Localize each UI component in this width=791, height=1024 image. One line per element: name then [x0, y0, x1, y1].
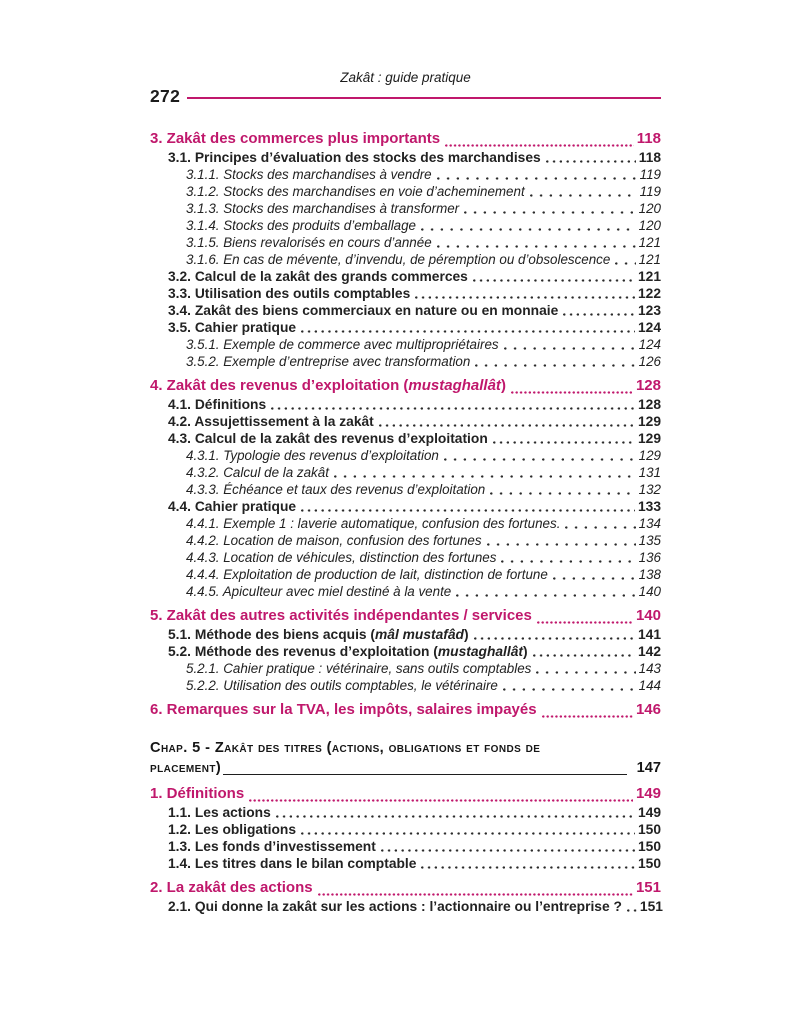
toc-entry: [150, 660, 661, 677]
dot-leader: [627, 909, 637, 912]
toc-entry: [150, 626, 661, 643]
dot-leader: [537, 621, 633, 624]
dot-leader: [334, 475, 636, 478]
dot-leader: [493, 441, 635, 444]
toc-entry-label: 4.3.3. Échéance et taux des revenus d’exploitation: [186, 482, 486, 497]
toc-page-number: 150: [637, 856, 661, 871]
toc-entry-label: 3.4. Zakât des biens commerciaux en nature ou en monnaie: [168, 303, 559, 318]
toc-entry-label: 5.2. Méthode des revenus d’exploitation (mustaghallât): [168, 644, 528, 659]
toc-entry-label: 1.3. Les fonds d’investissement: [168, 839, 376, 854]
dot-leader: [415, 296, 635, 299]
toc-page-number: 132: [638, 482, 661, 497]
dot-leader: [381, 849, 635, 852]
toc-entry: [150, 234, 661, 251]
toc-page-number: 118: [636, 130, 661, 147]
toc-entry-label: 3.2. Calcul de la zakât des grands commerces: [168, 269, 468, 284]
toc-entry-label: 3.1.1. Stocks des marchandises à vendre: [186, 167, 432, 182]
toc-entry: [150, 498, 661, 515]
toc-entry: [150, 376, 661, 396]
dot-leader: [473, 279, 635, 282]
toc-entry-label: 3.1.2. Stocks des marchandises en voie d’acheminement: [186, 184, 525, 199]
toc-entry-label: 4.4. Cahier pratique: [168, 499, 297, 514]
toc-entry-label: 3.1.3. Stocks des marchandises à transformer: [186, 201, 460, 216]
toc-page-number: 141: [637, 627, 661, 642]
toc-entry: [150, 302, 661, 319]
underscore-leader: [223, 774, 627, 775]
dot-leader: [421, 866, 635, 869]
dot-leader: [563, 313, 635, 316]
toc-page-number: 123: [637, 303, 661, 318]
dot-leader: [533, 654, 635, 657]
toc-entry: [150, 700, 661, 720]
toc-page-number: 129: [637, 431, 661, 446]
toc-entry-label: 4.2. Assujettissement à la zakât: [168, 414, 374, 429]
toc-page-number: 119: [639, 184, 661, 199]
toc-entry-label: 6. Remarques sur la TVA, les impôts, salaires impayés: [150, 701, 537, 718]
toc-entry-label: 3.1.5. Biens revalorisés en cours d’année: [186, 235, 432, 250]
dot-leader: [542, 715, 633, 718]
toc-page-number: 126: [638, 354, 661, 369]
toc-entry-label: 1.1. Les actions: [168, 805, 271, 820]
toc-entry-label: 3.5.1. Exemple de commerce avec multipropriétaires: [186, 337, 499, 352]
toc-entry-label: 3.5.2. Exemple d’entreprise avec transformation: [186, 354, 471, 369]
toc-entry-label: 4.3. Calcul de la zakât des revenus d’exploitation: [168, 431, 488, 446]
toc-entry: [150, 606, 661, 626]
toc-entry: [150, 319, 661, 336]
chapter-page-number: 147: [636, 760, 661, 776]
toc-section-chap5: [150, 784, 661, 915]
toc-entry: [150, 677, 661, 694]
toc-page-number: 129: [637, 414, 661, 429]
toc-page-number: 138: [638, 567, 661, 582]
toc-entry-label: 2.1. Qui donne la zakât sur les actions : l’actionnaire ou l’entreprise ?: [168, 899, 622, 914]
toc-entry-label: 1.4. Les titres dans le bilan comptable: [168, 856, 417, 871]
toc-entry: [150, 336, 661, 353]
toc-entry-label: 4.4.5. Apiculteur avec miel destiné à la vente: [186, 584, 452, 599]
toc-entry-label: 4.3.1. Typologie des revenus d’exploitation: [186, 448, 439, 463]
toc-page-number: 143: [638, 661, 661, 676]
toc-entry-label: 4.1. Définitions: [168, 397, 267, 412]
toc-entry-label: 4.4.3. Location de véhicules, distinction des fortunes: [186, 550, 497, 565]
toc-entry: [150, 251, 661, 268]
dot-leader: [301, 330, 635, 333]
toc-entry: [150, 878, 661, 898]
toc-page-number: 120: [638, 218, 661, 233]
toc-entry: [150, 149, 661, 166]
toc-entry: [150, 898, 661, 915]
toc-entry-label: 2. La zakât des actions: [150, 879, 313, 896]
running-header: [150, 70, 661, 107]
toc-entry: [150, 549, 661, 566]
toc-entry: [150, 566, 661, 583]
toc-page-number: 150: [637, 839, 661, 854]
toc-entry-label: 3.1.4. Stocks des produits d’emballage: [186, 218, 417, 233]
header-rule: [187, 97, 661, 98]
toc-entry-label: 1.2. Les obligations: [168, 822, 297, 837]
toc-entry: [150, 643, 661, 660]
toc-entry: [150, 183, 661, 200]
toc-entry: [150, 784, 661, 804]
toc-page-number: 149: [635, 785, 661, 802]
toc-entry-label: 3.1. Principes d’évaluation des stocks des marchandises: [168, 150, 541, 165]
dot-leader: [530, 194, 637, 197]
toc-entry-label: 4.4.4. Exploitation de production de lait, distinction de fortune: [186, 567, 548, 582]
dot-leader: [536, 671, 635, 674]
toc-entry: [150, 821, 661, 838]
dot-leader: [318, 893, 633, 896]
toc-page-number: 131: [638, 465, 661, 480]
dot-leader: [301, 832, 635, 835]
running-title: Zakât : guide pratique: [340, 70, 471, 85]
dot-leader: [464, 211, 636, 214]
toc-entry: [150, 200, 661, 217]
dot-leader: [276, 815, 635, 818]
toc-page-number: 151: [635, 879, 661, 896]
toc-page-number: 135: [638, 533, 661, 548]
chapter-heading-line2-text: placement): [150, 760, 222, 776]
toc-page-number: 149: [637, 805, 661, 820]
dot-leader: [490, 492, 635, 495]
toc-page-number: 121: [637, 269, 661, 284]
toc-page-number: 140: [635, 607, 661, 624]
toc-page-number: 144: [638, 678, 661, 693]
toc-entry: [150, 285, 661, 302]
toc-entry: [150, 166, 661, 183]
toc-page-number: 140: [638, 584, 661, 599]
toc-page-number: 146: [635, 701, 661, 718]
dot-leader: [445, 144, 634, 147]
toc-entry-label: 5.1. Méthode des biens acquis (mâl mustafâd): [168, 627, 469, 642]
toc-entry-label: 4.4.1. Exemple 1 : laverie automatique, confusion des fortunes.: [186, 516, 561, 531]
toc-page-number: 122: [637, 286, 661, 301]
dot-leader: [249, 799, 633, 802]
toc-entry: [150, 430, 661, 447]
toc-entry: [150, 353, 661, 370]
dot-leader: [501, 560, 635, 563]
toc-page-number: 128: [637, 397, 661, 412]
toc-page-number: 121: [638, 235, 661, 250]
toc-page-number: 118: [638, 150, 661, 165]
toc-entry: [150, 268, 661, 285]
toc-entry-label: 4. Zakât des revenus d’exploitation (mustaghallât): [150, 377, 506, 394]
toc-entry: [150, 481, 661, 498]
toc-entry-label: 3. Zakât des commerces plus importants: [150, 130, 441, 147]
dot-leader: [437, 177, 637, 180]
toc-entry: [150, 583, 661, 600]
toc-entry: [150, 838, 661, 855]
toc-page-number: 133: [637, 499, 661, 514]
toc-page-number: 121: [638, 252, 661, 267]
toc-entry: [150, 129, 661, 149]
dot-leader: [615, 262, 635, 265]
toc-page-number: 151: [639, 899, 663, 914]
toc-entry: [150, 855, 661, 872]
toc-page-number: 150: [637, 822, 661, 837]
dot-leader: [475, 364, 635, 367]
toc-entry: [150, 396, 661, 413]
toc-entry: [150, 804, 661, 821]
dot-leader: [301, 509, 635, 512]
toc-page-number: 136: [638, 550, 661, 565]
toc-page-number: 142: [637, 644, 661, 659]
toc-page-number: 120: [638, 201, 661, 216]
toc-entry: [150, 515, 661, 532]
toc-page-number: 119: [639, 167, 661, 182]
dot-leader: [474, 637, 635, 640]
toc-entry-label: 5.2.1. Cahier pratique : vétérinaire, sans outils comptables: [186, 661, 532, 676]
chapter-heading: [150, 738, 661, 778]
dot-leader: [553, 577, 636, 580]
page-number: 272: [150, 86, 181, 106]
dot-leader: [511, 391, 633, 394]
toc-entry: [150, 447, 661, 464]
dot-leader: [487, 543, 636, 546]
dot-leader: [271, 407, 635, 410]
toc-entry-label: 3.1.6. En cas de mévente, d’invendu, de péremption ou d’obsolescence: [186, 252, 611, 267]
toc-entry-label: 3.5. Cahier pratique: [168, 320, 297, 335]
toc-entry: [150, 217, 661, 234]
dot-leader: [444, 458, 636, 461]
toc-entry-label: 4.3.2. Calcul de la zakât: [186, 465, 329, 480]
chapter-heading-line1: Chap. 5 - Zakât des titres (actions, obligations et fonds de: [150, 740, 541, 756]
toc-section-chap4: [150, 129, 661, 720]
toc-page-number: 134: [638, 516, 661, 531]
toc-entry-label: 1. Définitions: [150, 785, 245, 802]
dot-leader: [437, 245, 636, 248]
header-rule-row: [150, 86, 661, 107]
dot-leader: [565, 526, 635, 529]
dot-leader: [456, 594, 635, 597]
dot-leader: [546, 160, 636, 163]
dot-leader: [503, 688, 636, 691]
toc-entry: [150, 464, 661, 481]
toc-page-number: 129: [638, 448, 661, 463]
book-page: [150, 70, 661, 915]
toc-page-number: 124: [638, 337, 661, 352]
dot-leader: [504, 347, 636, 350]
toc-page-number: 128: [635, 377, 661, 394]
toc-page-number: 124: [637, 320, 661, 335]
chapter-heading-line2: [150, 758, 661, 778]
toc-entry-label: 5.2.2. Utilisation des outils comptables, le vétérinaire: [186, 678, 498, 693]
toc-entry-label: 3.3. Utilisation des outils comptables: [168, 286, 411, 301]
toc-entry: [150, 532, 661, 549]
toc-entry-label: 4.4.2. Location de maison, confusion des fortunes: [186, 533, 482, 548]
dot-leader: [421, 228, 636, 231]
dot-leader: [379, 424, 635, 427]
toc-entry-label: 5. Zakât des autres activités indépendantes / services: [150, 607, 532, 624]
toc-entry: [150, 413, 661, 430]
